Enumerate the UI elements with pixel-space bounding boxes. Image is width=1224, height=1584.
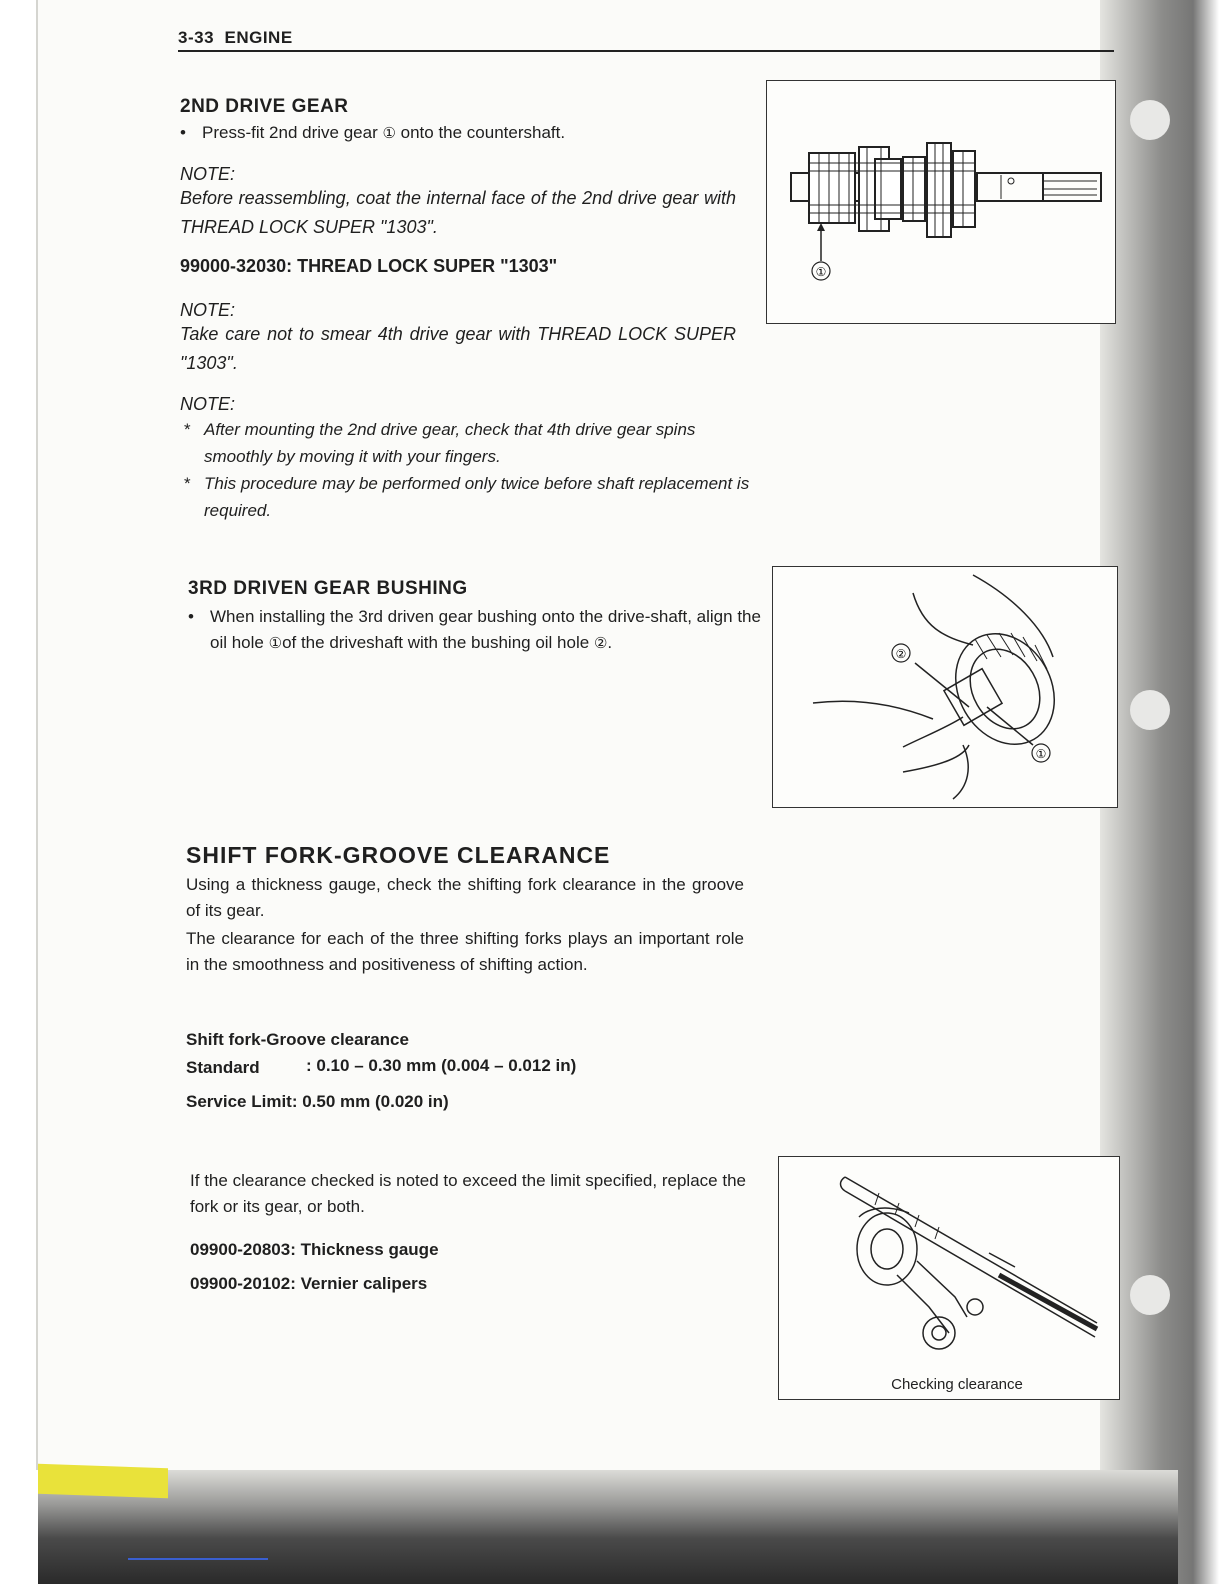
spec-standard-label: Standard [186, 1058, 260, 1077]
figure-bushing-alignment [772, 566, 1118, 808]
bullet-text: When installing the 3rd driven gear bushing onto the drive-shaft, align the oil hole [210, 607, 761, 652]
binder-hole [1130, 1275, 1170, 1315]
section-name: ENGINE [224, 28, 293, 47]
note-text: Before reassembling, coat the internal face of the 2nd drive gear with THREAD LOCK SUPER "1303". [180, 188, 736, 237]
figure-caption: Checking clearance [891, 1376, 1023, 1393]
note-label: NOTE: [180, 164, 236, 184]
page-number: 3-33 [178, 28, 215, 47]
page-header [178, 28, 1114, 52]
bullet-text: onto the countershaft. [395, 123, 566, 142]
left-page-edge [0, 0, 38, 1584]
binder-hole [1130, 100, 1170, 140]
figure-callout: ① [815, 265, 827, 279]
countershaft-illustration [767, 81, 1115, 323]
spec-standard-value: : 0.10 – 0.30 mm (0.004 – 0.012 in) [306, 1056, 577, 1075]
blue-underline [128, 1558, 268, 1560]
bushing-illustration [773, 567, 1117, 807]
bullet-text: Press-fit 2nd drive gear [202, 123, 383, 142]
thickness-gauge-illustration [779, 1157, 1119, 1399]
callout-number: ① [268, 635, 283, 652]
note-text: Take care not to smear 4th drive gear with THREAD LOCK SUPER "1303". [180, 324, 736, 373]
section-title-shift-fork-groove-clearance: SHIFT FORK-GROOVE CLEARANCE [186, 842, 611, 868]
figure-callout: ① [1035, 747, 1047, 761]
figure-countershaft [766, 80, 1116, 324]
tool-thickness-gauge: 09900-20803: Thickness gauge [190, 1240, 439, 1259]
paragraph: The clearance for each of the three shifting forks plays an important role in the smoothness and positiveness of shifting action. [186, 929, 744, 974]
tool-vernier-calipers: 09900-20102: Vernier calipers [190, 1274, 428, 1293]
figure-callout: ② [895, 647, 907, 661]
paragraph: If the clearance checked is noted to exceed the limit specified, replace the fork or its gear, or both. [190, 1171, 746, 1216]
part-number: 99000-32030: THREAD LOCK SUPER "1303" [180, 256, 558, 276]
instruction-bullet [186, 604, 768, 657]
section-title-3rd-driven-gear-bushing: 3RD DRIVEN GEAR BUSHING [188, 578, 468, 599]
note-item: * This procedure may be performed only twice before shaft replacement is required. [180, 470, 760, 524]
spec-service-limit: Service Limit: 0.50 mm (0.020 in) [186, 1092, 449, 1111]
note-label: NOTE: [180, 394, 236, 414]
figure-checking-clearance [778, 1156, 1120, 1400]
bullet-text: . [607, 633, 613, 652]
paragraph: Using a thickness gauge, check the shifting fork clearance in the groove of its gear. [186, 875, 744, 920]
yellow-tab [38, 1464, 168, 1499]
bottom-shadow [38, 1470, 1178, 1584]
spec-title: Shift fork-Groove clearance [186, 1030, 409, 1049]
note-item: * After mounting the 2nd drive gear, check that 4th drive gear spins smoothly by moving it with your fingers. [180, 416, 760, 470]
section-title-2nd-drive-gear: 2ND DRIVE GEAR [180, 96, 349, 117]
note-label: NOTE: [180, 300, 236, 320]
instruction-bullet [178, 120, 762, 147]
callout-number: ② [593, 635, 608, 652]
binder-hole [1130, 690, 1170, 730]
callout-number: ① [382, 125, 396, 142]
bullet-text: of the driveshaft with the bushing oil hole [282, 633, 594, 652]
